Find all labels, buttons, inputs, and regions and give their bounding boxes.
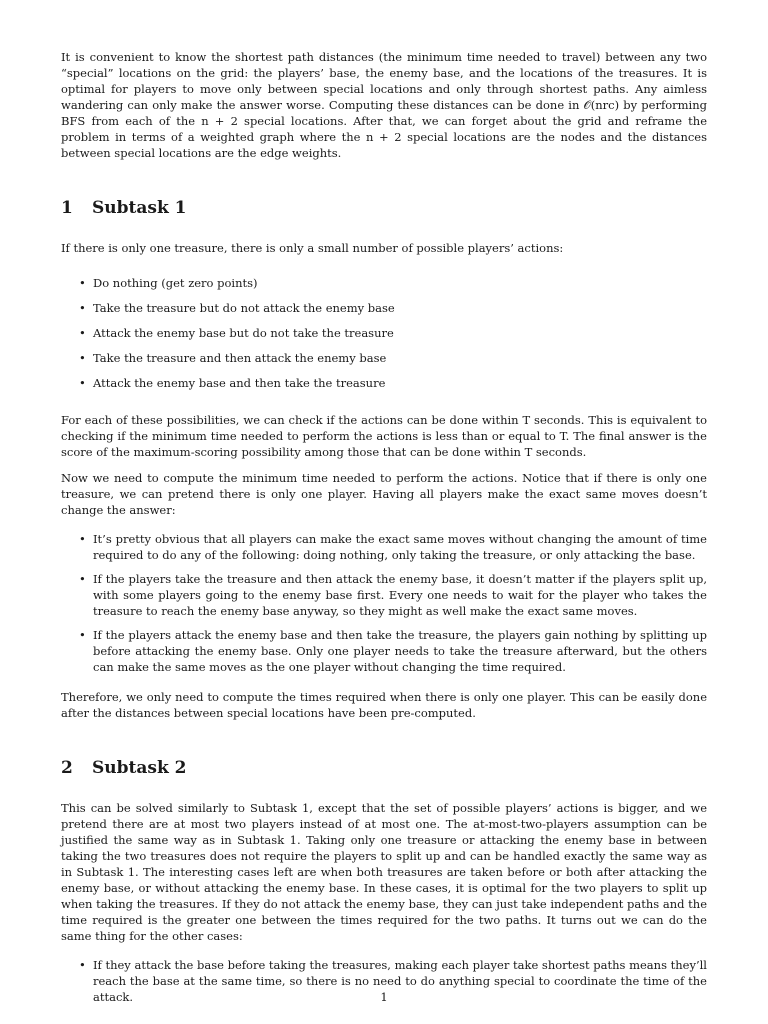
page-number: 1 [380,990,388,1004]
list-item: • Attack the enemy base but do not take the treasure [79,326,394,340]
list-item: • It’s pretty obvious that all players can make the exact same moves without changing the amount of time required to do any of the following: doing nothing, only taking the treasure, or only attacking the base. [79,532,707,562]
bullet-icon: • [79,532,86,546]
bullet-icon: • [79,351,86,365]
list-item: • If they attack the base before taking the treasures, making each player take shortest paths means they’ll reach the base at the same time, so there is no need to do anything special to coordinate the time of the attack. [79,958,707,1004]
intro-paragraph: It is convenient to know the shortest path distances (the minimum time needed to travel) between any two “special” locations on the grid: the players’ base, the enemy base, and the locations of the treasures. It is optimal for players to move only between special locations and only through shortest paths. Any aimless wandering can only make the answer worse. Computing these distances can be done in 𝒪(nrc) by performing BFS from each of the n + 2 special locations. After that, we can forget about the grid and reframe the problem in terms of a weighted graph where the n + 2 special locations are the nodes and the distances between special locations are the edge weights. [61,50,707,160]
section-2-paragraph-1: This can be solved similarly to Subtask 1, except that the set of possible players’ actions is bigger, and we pretend there are at most two players instead of at most one. The at-most-two-players assumption can be justified the same way as in Subtask 1. Taking only one treasure or attacking the enemy base in between taking the two treasures does not require the players to split up and can be handled exactly the same way as in Subtask 1. The interesting cases left are when both treasures are taken before or both after attacking the enemy base, or without attacking the enemy base. In these cases, it is optimal for the two players to split up when taking the treasures. If they do not attack the enemy base, they can just take independent paths and the time required is the greater one between the times required for the two paths. It turns out we can do the same thing for the other cases: [61,801,707,943]
list-item: • If the players attack the enemy base and then take the treasure, the players gain nothing by splitting up before attacking the enemy base. Only one player needs to take the treasure afterward, but the others can make the same moves as the one player without changing the time required. [79,628,707,674]
bullet-icon: • [79,958,86,972]
list-item: • Do nothing (get zero points) [79,276,258,290]
section-2-number: 2 [61,758,73,778]
bullet-icon: • [79,376,86,390]
points-list [61,531,707,675]
bullet-icon: • [79,301,86,315]
bullet-icon: • [79,276,86,290]
options-list [61,275,707,391]
list-item: • Take the treasure but do not attack the enemy base [79,301,395,315]
section-2-title: Subtask 2 [92,758,187,778]
section-1-paragraph-2: Now we need to compute the minimum time needed to perform the actions. Notice that if there is only one treasure, we can pretend there is only one player. Having all players make the exact same moves doesn’t change the answer: [61,471,707,517]
section-1-paragraph-3: Therefore, we only need to compute the times required when there is only one player. This can be easily done after the distances between special locations have been pre-computed. [61,690,707,720]
section-1-paragraph-1: For each of these possibilities, we can check if the actions can be done within T seconds. This is equivalent to checking if the minimum time needed to perform the actions is less than or equal to T. The final answer is the score of the maximum-scoring possibility among those that can be done within T seconds. [61,413,707,459]
section-1-lead: If there is only one treasure, there is only a small number of possible players’ actions: [61,241,564,255]
section-1-number: 1 [61,198,73,218]
list-item: • Take the treasure and then attack the enemy base [79,351,387,365]
section-1-title: Subtask 1 [92,198,187,218]
bullet-icon: • [79,572,86,586]
bullet-icon: • [79,628,86,642]
bullet-icon: • [79,326,86,340]
section-2-heading [61,758,707,778]
document-page [61,49,707,1013]
section-1-heading [61,198,707,218]
list-item: • Attack the enemy base and then take the treasure [79,376,386,390]
list-item: • If the players take the treasure and then attack the enemy base, it doesn’t matter if the players split up, with some players going to the enemy base first. Every one needs to wait for the player who takes the treasure to reach the enemy base anyway, so they might as well make the exact same moves. [79,572,707,618]
